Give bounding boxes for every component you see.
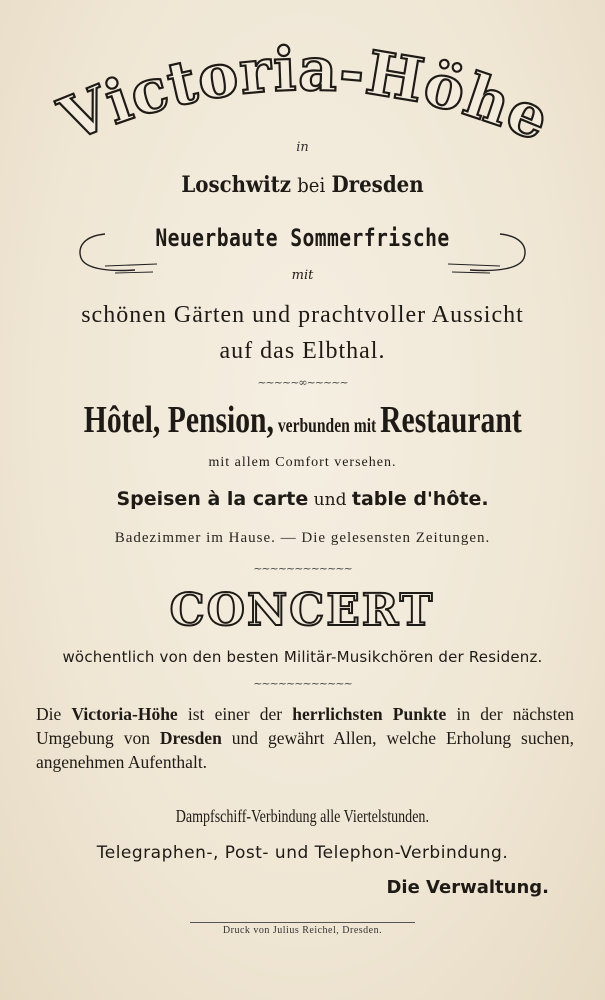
und-word: und (308, 490, 352, 510)
weekly-line: wöchentlich von den besten Militär-Musikchören der Residenz. (62, 648, 543, 666)
elbthal-line: auf das Elbthal. (219, 338, 386, 364)
bei-word: bei (297, 173, 326, 197)
speisen-a-la-carte: Speisen à la carte (116, 488, 309, 510)
town: Loschwitz (181, 172, 291, 198)
bath-line: Badezimmer im Hause. — Die gelesensten Zeitungen. (114, 530, 491, 546)
verbunden-mit: verbunden mit (273, 415, 380, 437)
para-bold-victoria: Victoria-Höhe (71, 704, 178, 724)
para-text-3: in der nächsten Umgebung von (36, 704, 574, 748)
speisen-line (0, 488, 605, 510)
city: Dresden (331, 172, 424, 198)
place-line (0, 172, 605, 198)
printer-credit: Druck von Julius Reichel, Dresden. (222, 925, 383, 936)
para-text-4: und gewährt Allen, welche Erholung suchen, angenehmen Aufenthalt. (36, 728, 574, 772)
para-bold-herrlichsten: herrlichsten Punkte (292, 704, 447, 724)
mit-word: mit (291, 268, 314, 283)
para-bold-dresden: Dresden (159, 728, 222, 748)
description-paragraph (36, 702, 574, 774)
subtitle: Neuerbaute Sommerfrische (155, 224, 450, 252)
telegraph-line: Telegraphen-, Post- und Telephon-Verbindung. (96, 843, 509, 863)
steamboat-line (0, 806, 605, 827)
para-text-1: Die (36, 704, 72, 724)
footer-rule (190, 922, 415, 923)
title-text: Victoria-Höhe (50, 40, 560, 156)
steamboat-text: Dampfschiff-Verbindung alle Viertelstunden. (175, 806, 430, 826)
table-dhote: table d'hôte. (351, 488, 489, 510)
signature-verwaltung: Die Verwaltung. (386, 877, 549, 898)
ornament-divider-2: ~~~~~~~~~~~~ (253, 562, 352, 575)
in-word: in (296, 140, 309, 155)
restaurant: Restaurant (379, 399, 522, 441)
hotel-pension: Hôtel, Pension, (83, 399, 274, 441)
concert-heading (130, 585, 475, 635)
gardens-line: schönen Gärten und prachtvoller Aussicht (81, 302, 524, 328)
hotel-line (0, 398, 605, 448)
para-text-2: ist einer der (177, 704, 293, 724)
svg-text:Victoria-Höhe (50, 40, 560, 156)
comfort-line: mit allem Comfort versehen. (208, 455, 397, 470)
concert-text: CONCERT (169, 585, 435, 635)
ornament-divider-3: ~~~~~~~~~~~~ (253, 677, 352, 690)
ornament-divider-1: ~~~~~∞~~~~~ (257, 376, 348, 389)
